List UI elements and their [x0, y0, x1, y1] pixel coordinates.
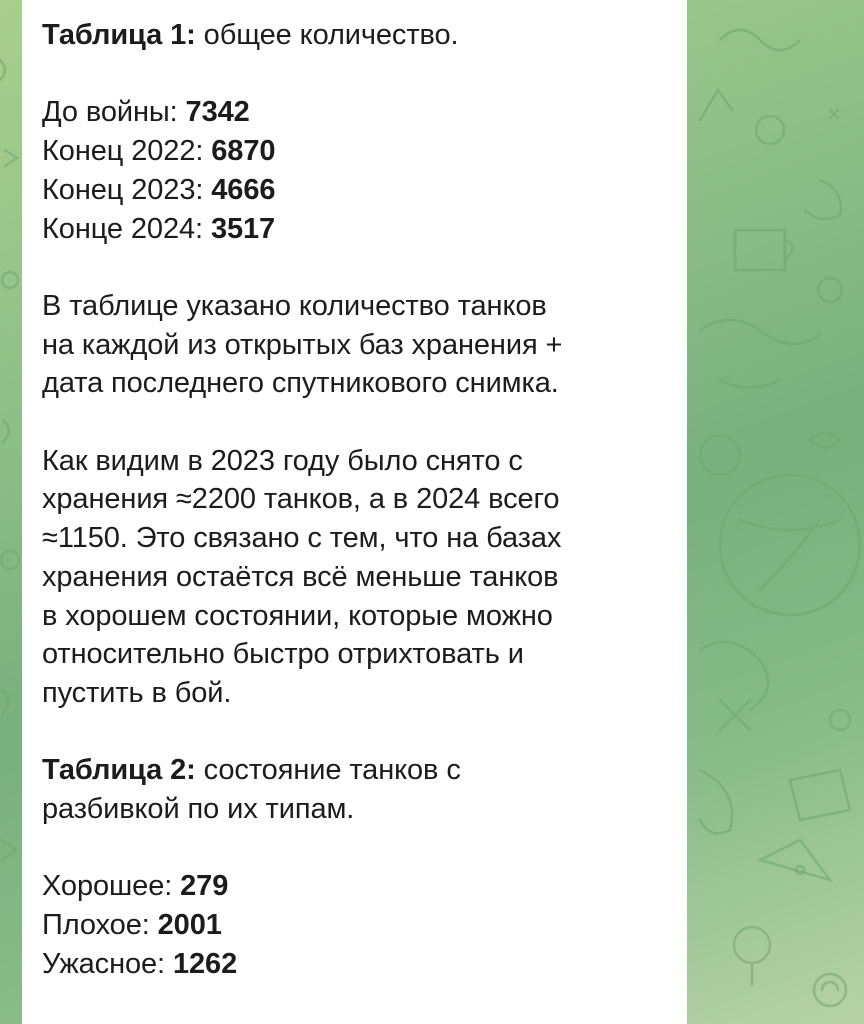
paragraph1-line: В таблице указано количество танков — [42, 289, 547, 322]
table2-row — [42, 867, 667, 906]
spacer — [42, 55, 667, 94]
row-value: 6870 — [211, 135, 276, 168]
row-value: 7342 — [185, 96, 250, 129]
paragraph2-line: в хорошем состоянии, которые можно — [42, 599, 553, 632]
paragraph2-line: ≈1150. Это связано с тем, что на базах — [42, 522, 562, 555]
table1-row — [42, 93, 667, 132]
paragraph2-line: хранения остаётся всё меньше танков — [42, 560, 559, 593]
row-value: 3517 — [210, 212, 276, 245]
spacer — [42, 829, 667, 868]
message-bubble[interactable] — [22, 0, 687, 1024]
row-label: Конец 2023: — [42, 173, 212, 206]
row-label: До войны: — [42, 96, 186, 129]
row-label: Плохое: — [42, 909, 158, 942]
table1-row — [42, 132, 667, 171]
table2-heading — [42, 751, 667, 790]
paragraph2-line: относительно быстро отрихтовать и — [42, 638, 524, 671]
row-label: Ужасное: — [42, 947, 173, 980]
spacer — [42, 248, 667, 287]
row-value: 4666 — [211, 173, 276, 206]
table1-row — [42, 210, 667, 249]
paragraph1-line: дата последнего спутникового снимка. — [42, 367, 559, 400]
table2-row — [42, 945, 667, 984]
row-value: 2001 — [157, 909, 222, 942]
table2-subtitle-cont: разбивкой по их типам. — [42, 793, 355, 825]
spacer — [42, 403, 667, 442]
table1-row — [42, 171, 667, 210]
table2-row — [42, 906, 667, 945]
table2-title: Таблица 2: — [42, 754, 196, 787]
table1-title: Таблица 1: — [42, 19, 196, 51]
paragraph2-line: хранения ≈2200 танков, а в 2024 всего — [42, 483, 560, 516]
spacer — [42, 713, 667, 752]
table2-subtitle: состояние танков с — [195, 754, 461, 787]
paragraph2-line: пустить в бой. — [42, 676, 232, 709]
row-label: Хорошее: — [42, 870, 181, 903]
table1-heading — [42, 16, 667, 55]
paragraph1-line: на каждой из открытых баз хранения + — [42, 328, 563, 361]
paragraph2-line: Как видим в 2023 году было снято с — [42, 444, 523, 477]
row-value: 279 — [180, 870, 229, 903]
row-label: Конец 2022: — [42, 135, 212, 168]
row-value: 1262 — [172, 947, 238, 980]
row-label: Конце 2024: — [42, 212, 211, 245]
table1-subtitle: общее количество. — [195, 19, 459, 51]
